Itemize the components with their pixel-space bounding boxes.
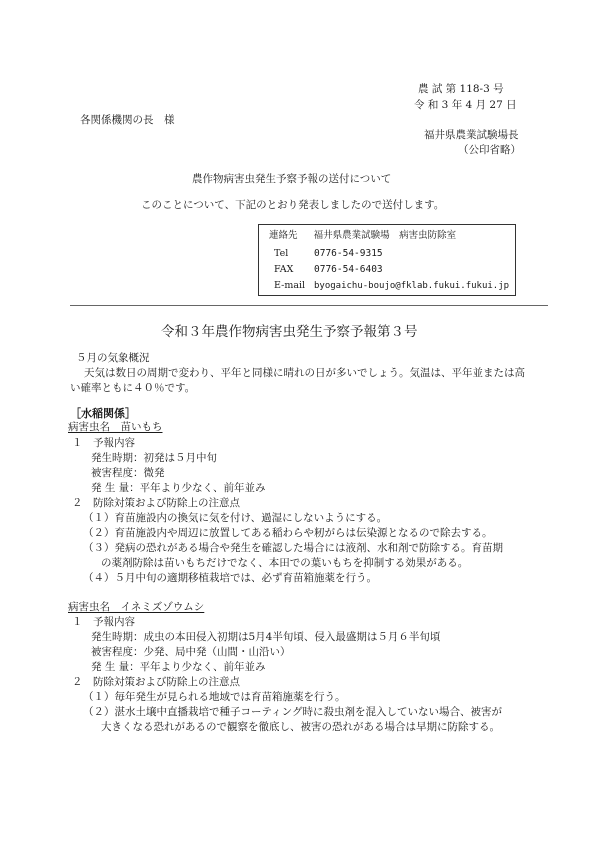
- seal-note: （公印省略）: [458, 144, 521, 156]
- pest2-occurrence-time: 発生時期：成虫の本田侵入初期は5月4半旬頃、侵入最盛期は５月６半旬頃: [91, 631, 441, 643]
- pest2-measure-2a: （２）湛水土壌中直播栽培で種子コーティング時に殺虫剤を混入していない場合、被害が: [83, 706, 502, 718]
- pest1-measure-2: （２）育苗施設内や周辺に放置してある稲わらや籾がらは伝染源となるので除去する。: [83, 527, 493, 539]
- pest1-measure-1: （１）育苗施設内の換気に気を付け、過湿にしないようにする。: [83, 512, 388, 524]
- pest2-name: 病害虫名 イネミズゾウムシ: [68, 601, 205, 613]
- pest1-amount: 発 生 量：平年より少なく、前年並み: [91, 482, 266, 494]
- tel-number: 0776-54-9315: [314, 248, 383, 259]
- pest2-amount: 発 生 量：平年より少なく、前年並み: [91, 661, 266, 673]
- weather-line-1: 天気は数日の周期で変わり、平年と同様に晴れの日が多いでしょう。気温は、平年並または高: [84, 367, 525, 379]
- email-address: byogaichu-boujo@fklab.fukui.fukui.jp: [314, 281, 510, 291]
- intro-body: このことについて、下記のとおり発表しましたので送付します。: [141, 199, 445, 211]
- fax-label: FAX: [274, 264, 294, 275]
- pest1-measure-3a: （３）発病の恐れがある場合や発生を確認した場合には液剤、水和剤で防除する。育苗期: [83, 542, 503, 554]
- contact-box: [258, 224, 516, 296]
- pest1-forecast-heading: １ 予報内容: [72, 437, 135, 449]
- document-date: 令 和 3 年 4 月 27 日: [414, 99, 517, 111]
- pest1-occurrence-time: 発生時期：初発は５月中旬: [91, 452, 217, 464]
- pest2-forecast-heading: １ 予報内容: [72, 616, 135, 628]
- email-label: E-mail: [274, 280, 306, 291]
- pest1-measures-heading: ２ 防除対策および防除上の注意点: [72, 497, 240, 509]
- pest2-measure-1: （１）毎年発生が見られる地域では育苗箱施薬を行う。: [83, 691, 346, 703]
- contact-label: 連絡先: [269, 230, 298, 241]
- subject-line: 農作物病害虫発生予察予報の送付について: [192, 173, 392, 185]
- weather-heading: ５月の気象概況: [76, 352, 150, 364]
- page-title: 令和３年農作物病害虫発生予察予報第３号: [161, 324, 418, 340]
- pest1-damage-degree: 被害程度：微発: [91, 467, 165, 479]
- document-number: 農 試 第 118-3 号: [418, 83, 504, 95]
- fax-number: 0776-54-6403: [314, 264, 383, 275]
- pest1-measure-3b: の薬剤防除は苗いもちだけでなく、本田での葉いもちを抑制する効果がある。: [101, 557, 469, 569]
- pest2-damage-degree: 被害程度：少発、局中発（山間・山沿い）: [91, 646, 291, 658]
- tel-label: Tel: [274, 248, 289, 259]
- addressee: 各関係機関の長 様: [80, 114, 175, 126]
- pest2-measure-2b: 大きくなる恐れがあるので観察を徹底し、被害の恐れがある場合は早期に防除する。: [101, 721, 500, 733]
- rice-section-heading: ［水稲関係］: [70, 407, 136, 420]
- sender-name: 福井県農業試験場長: [424, 129, 519, 141]
- pest1-name: 病害虫名 苗いもち: [68, 421, 163, 433]
- contact-organization: 福井県農業試験場 病害虫防除室: [313, 230, 457, 241]
- pest1-measure-4: （４）５月中旬の適期移植栽培では、必ず育苗箱施薬を行う。: [83, 572, 377, 584]
- pest2-measures-heading: ２ 防除対策および防除上の注意点: [72, 676, 240, 688]
- divider: [70, 305, 548, 306]
- weather-line-2: い確率ともに４０％です。: [70, 382, 196, 394]
